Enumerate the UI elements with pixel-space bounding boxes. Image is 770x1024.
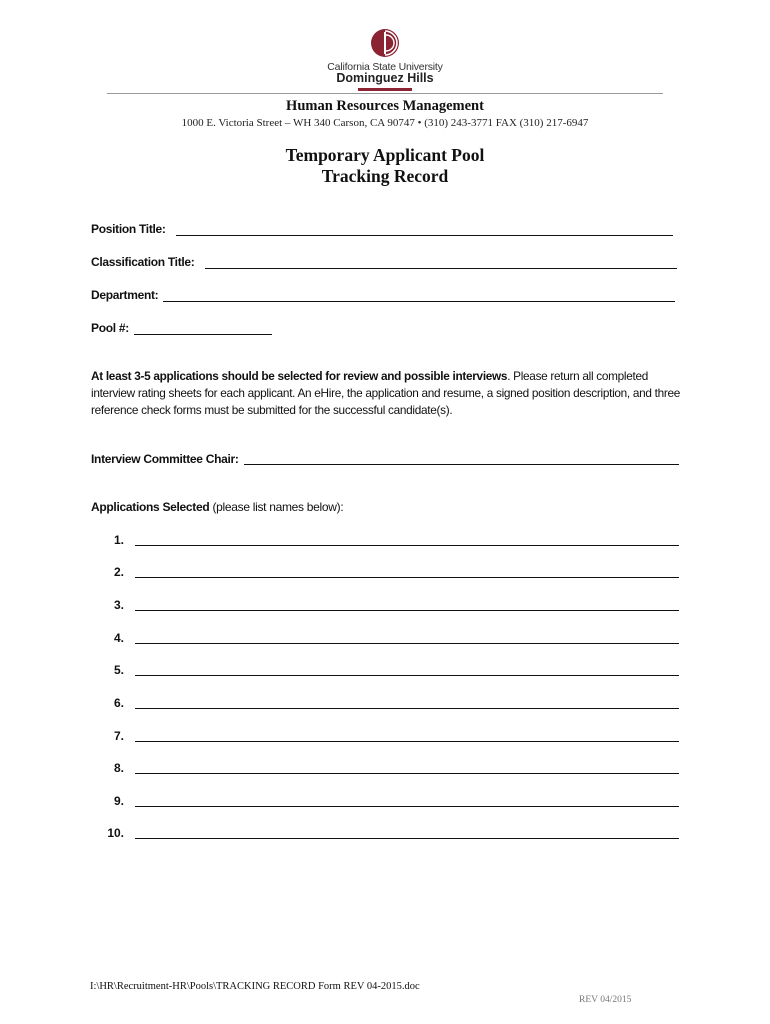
- applications-selected-label: [91, 500, 343, 514]
- applications-selected-bold: Applications Selected: [91, 500, 210, 514]
- applications-selected-note: (please list names below):: [209, 500, 344, 514]
- instructions-bold: At least 3-5 applications should be selected for review and possible interviews: [91, 369, 508, 383]
- application-number: 4.: [113, 631, 124, 645]
- application-number: 10.: [107, 826, 124, 840]
- classification-title-label: Classification Title:: [91, 255, 195, 269]
- pool-number-label: Pool #:: [91, 321, 129, 335]
- committee-chair-field[interactable]: [244, 464, 679, 465]
- footer-revision: REV 04/2015: [579, 995, 632, 1005]
- footer-file-path: I:\HR\Recruitment-HR\Pools\TRACKING RECORD Form REV 04-2015.doc: [90, 981, 420, 992]
- application-line[interactable]: [135, 838, 679, 839]
- department-label: Department:: [91, 288, 159, 302]
- application-line[interactable]: [135, 577, 679, 578]
- form-title-line2: Tracking Record: [321, 166, 449, 186]
- department-heading: Human Resources Management: [286, 98, 484, 114]
- application-line[interactable]: [135, 708, 679, 709]
- application-number: 7.: [113, 729, 124, 743]
- application-number: 6.: [113, 696, 124, 710]
- instructions-paragraph: [91, 368, 681, 419]
- application-number: 8.: [113, 761, 124, 775]
- instructions-rest: . Please return all completed interview rating sheets for each applicant. An eHire, the application and resume, a signed position description, and three reference check forms must be submitted for the successful candidate(s).: [91, 369, 681, 417]
- header-divider: [107, 93, 663, 94]
- application-number: 3.: [113, 598, 124, 612]
- position-title-label: Position Title:: [91, 222, 166, 236]
- university-seal-icon: [370, 28, 400, 58]
- application-line[interactable]: [135, 643, 679, 644]
- university-logo: [300, 28, 470, 94]
- application-line[interactable]: [135, 773, 679, 774]
- position-title-field[interactable]: [176, 235, 673, 236]
- form-title-line1: Temporary Applicant Pool: [285, 145, 485, 165]
- application-line[interactable]: [135, 741, 679, 742]
- logo-text-line1: California State University: [327, 61, 443, 73]
- application-line[interactable]: [135, 675, 679, 676]
- application-number: 1.: [113, 533, 124, 547]
- logo-text-line2: Dominguez Hills: [336, 71, 434, 85]
- address-line: 1000 E. Victoria Street – WH 340 Carson, CA 90747 • (310) 243-3771 FAX (310) 217-6947: [181, 117, 589, 129]
- application-line[interactable]: [135, 610, 679, 611]
- application-number: 2.: [113, 565, 124, 579]
- application-line[interactable]: [135, 545, 679, 546]
- application-number: 9.: [113, 794, 124, 808]
- pool-number-field[interactable]: [134, 334, 272, 335]
- logo-accent-bar: [358, 88, 412, 91]
- department-field[interactable]: [163, 301, 675, 302]
- committee-chair-label: Interview Committee Chair:: [91, 452, 239, 466]
- classification-title-field[interactable]: [205, 268, 677, 269]
- application-number: 5.: [113, 663, 124, 677]
- application-line[interactable]: [135, 806, 679, 807]
